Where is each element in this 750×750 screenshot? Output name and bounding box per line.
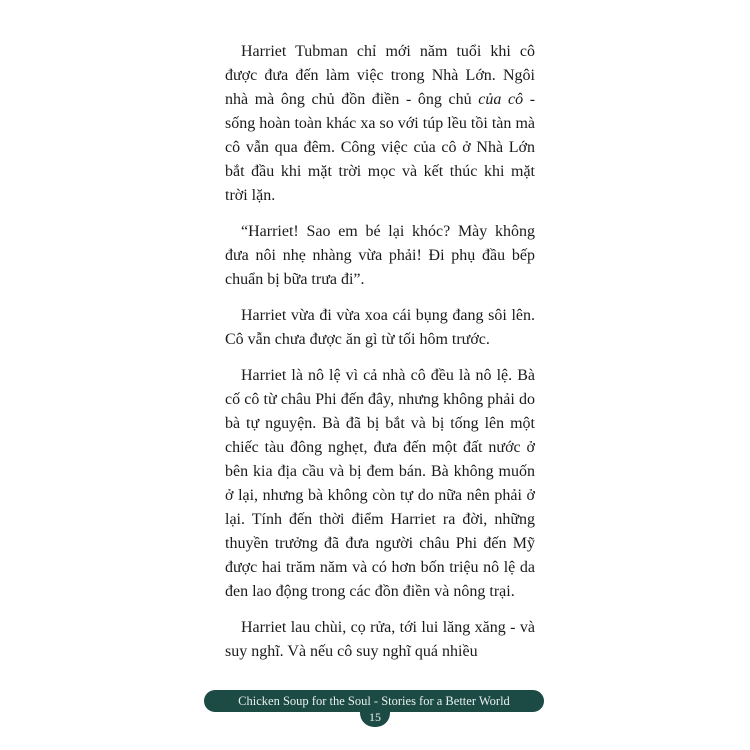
footer-book-title: Chicken Soup for the Soul - Stories for a Better World [238,693,510,708]
paragraph-1-emphasis: của cô [478,91,524,108]
body-text [225,40,535,676]
paragraph-1 [225,40,535,208]
paragraph-1-text-before: Harriet Tubman chỉ mới năm tuổi khi cô được đưa đến làm việc trong Nhà Lớn. Ngôi nhà mà ông chủ đồn điền - ông chủ [225,43,535,108]
paragraph-1-text-after: - sống hoàn toàn khác xa so với túp lều tồi tàn mà cô vẫn qua đêm. Công việc của cô ở Nhà Lớn bắt đầu khi mặt trời mọc và kết thúc khi mặt trời lặn. [225,91,536,204]
page-number: 15 [369,709,381,724]
paragraph-3: Harriet vừa đi vừa xoa cái bụng đang sôi lên. Cô vẫn chưa được ăn gì từ tối hôm trước. [225,307,535,348]
page-number-badge [360,707,390,727]
paragraph-4: Harriet là nô lệ vì cả nhà cô đều là nô lệ. Bà cố cô từ châu Phi đến đây, nhưng không phải do bà tự nguyện. Bà đã bị bắt và bị tống lên một chiếc tàu đông nghẹt, đưa đến một đất nước ở bên kia địa cầu và bị đem bán. Bà không muốn ở lại, nhưng bà không còn tự do nữa nên phải ở lại. Tính đến thời điểm Harriet ra đời, những thuyền trưởng đã đưa người châu Phi đến Mỹ được hai trăm năm và có hơn bốn triệu nô lệ da đen lao động trong các đồn điền và nông trại. [225,367,535,600]
paragraph-2: “Harriet! Sao em bé lại khóc? Mày không đưa nôi nhẹ nhàng vừa phải! Đi phụ đầu bếp chuẩn bị bữa trưa đi”. [225,223,535,288]
paragraph-5: Harriet lau chùi, cọ rửa, tới lui lăng xăng - và suy nghĩ. Và nếu cô suy nghĩ quá nhiều [225,619,535,660]
